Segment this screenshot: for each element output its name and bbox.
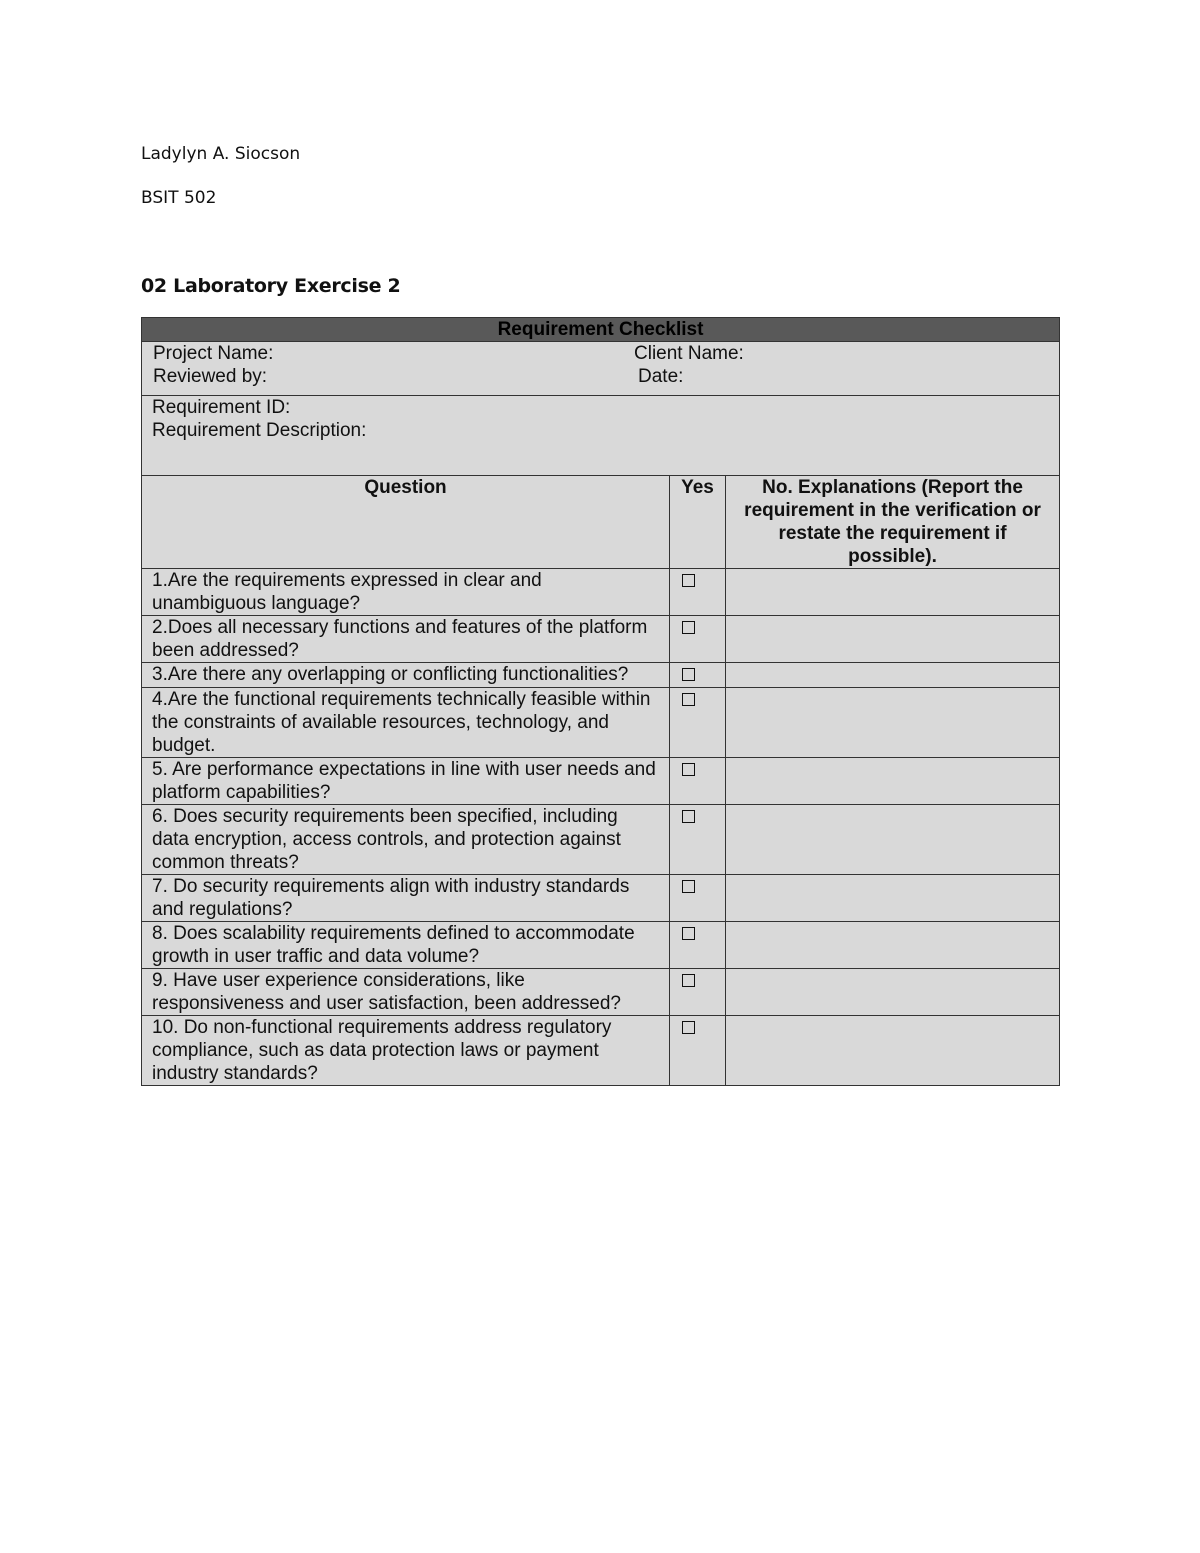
question-row: [142, 805, 1060, 875]
explanation-cell[interactable]: [726, 663, 1060, 688]
requirement-checklist-table: [141, 317, 1060, 1086]
yes-cell: [670, 969, 726, 1016]
yes-cell: [670, 875, 726, 922]
yes-checkbox[interactable]: [682, 763, 695, 776]
yes-checkbox[interactable]: [682, 693, 695, 706]
requirement-description-label: Requirement Description:: [152, 420, 367, 441]
yes-checkbox[interactable]: [682, 880, 695, 893]
student-section: BSIT 502: [141, 188, 217, 208]
column-header-row: [142, 476, 1060, 569]
question-text: 9. Have user experience considerations, like responsiveness and user satisfaction, been addressed?: [142, 969, 670, 1016]
yes-cell: [670, 569, 726, 616]
yes-cell: [670, 688, 726, 758]
yes-cell: [670, 922, 726, 969]
exercise-title: 02 Laboratory Exercise 2: [141, 275, 401, 297]
explanation-cell[interactable]: [726, 688, 1060, 758]
question-text: 4.Are the functional requirements technically feasible within the constraints of available resources, technology, and budget.: [142, 688, 670, 758]
yes-cell: [670, 616, 726, 663]
explanation-cell[interactable]: [726, 758, 1060, 805]
checklist-title: Requirement Checklist: [142, 318, 1060, 342]
yes-checkbox[interactable]: [682, 574, 695, 587]
explanation-cell[interactable]: [726, 569, 1060, 616]
student-name: Ladylyn A. Siocson: [141, 144, 301, 164]
question-row: [142, 969, 1060, 1016]
yes-checkbox[interactable]: [682, 810, 695, 823]
question-text: 1.Are the requirements expressed in clear and unambiguous language?: [142, 569, 670, 616]
explanation-cell[interactable]: [726, 805, 1060, 875]
yes-checkbox[interactable]: [682, 668, 695, 681]
project-name-label: Project Name:: [153, 343, 274, 364]
question-text: 3.Are there any overlapping or conflicting functionalities?: [142, 663, 670, 688]
yes-checkbox[interactable]: [682, 974, 695, 987]
yes-cell: [670, 758, 726, 805]
explanation-cell[interactable]: [726, 969, 1060, 1016]
question-text: 8. Does scalability requirements defined to accommodate growth in user traffic and data volume?: [142, 922, 670, 969]
question-row: [142, 1016, 1060, 1086]
explanation-cell[interactable]: [726, 875, 1060, 922]
checklist-title-row: [142, 318, 1060, 342]
requirement-info-cell: [142, 396, 1060, 476]
client-name-label: Client Name:: [634, 343, 744, 364]
question-text: 7. Do security requirements align with industry standards and regulations?: [142, 875, 670, 922]
question-text: 5. Are performance expectations in line with user needs and platform capabilities?: [142, 758, 670, 805]
question-row: [142, 663, 1060, 688]
yes-checkbox[interactable]: [682, 927, 695, 940]
yes-cell: [670, 663, 726, 688]
question-column-header: Question: [142, 476, 670, 569]
yes-cell: [670, 805, 726, 875]
yes-cell: [670, 1016, 726, 1086]
requirement-info-row: [142, 396, 1060, 476]
question-row: [142, 875, 1060, 922]
yes-checkbox[interactable]: [682, 1021, 695, 1034]
project-info-row: [142, 342, 1060, 396]
yes-checkbox[interactable]: [682, 621, 695, 634]
yes-column-header: Yes: [670, 476, 726, 569]
question-row: [142, 922, 1060, 969]
explanation-cell[interactable]: [726, 1016, 1060, 1086]
explanation-column-header: No. Explanations (Report the requirement in the verification or restate the requirement if possible).: [726, 476, 1060, 569]
requirement-id-label: Requirement ID:: [152, 397, 291, 418]
question-row: [142, 758, 1060, 805]
question-row: [142, 569, 1060, 616]
date-label: Date:: [638, 366, 684, 387]
question-text: 2.Does all necessary functions and features of the platform been addressed?: [142, 616, 670, 663]
question-text: 10. Do non-functional requirements address regulatory compliance, such as data protection laws or payment industry standards?: [142, 1016, 670, 1086]
explanation-cell[interactable]: [726, 922, 1060, 969]
explanation-cell[interactable]: [726, 616, 1060, 663]
question-row: [142, 616, 1060, 663]
question-text: 6. Does security requirements been specified, including data encryption, access controls, and protection against common threats?: [142, 805, 670, 875]
question-row: [142, 688, 1060, 758]
reviewed-by-label: Reviewed by:: [153, 366, 268, 387]
project-info-cell: [142, 342, 1060, 396]
